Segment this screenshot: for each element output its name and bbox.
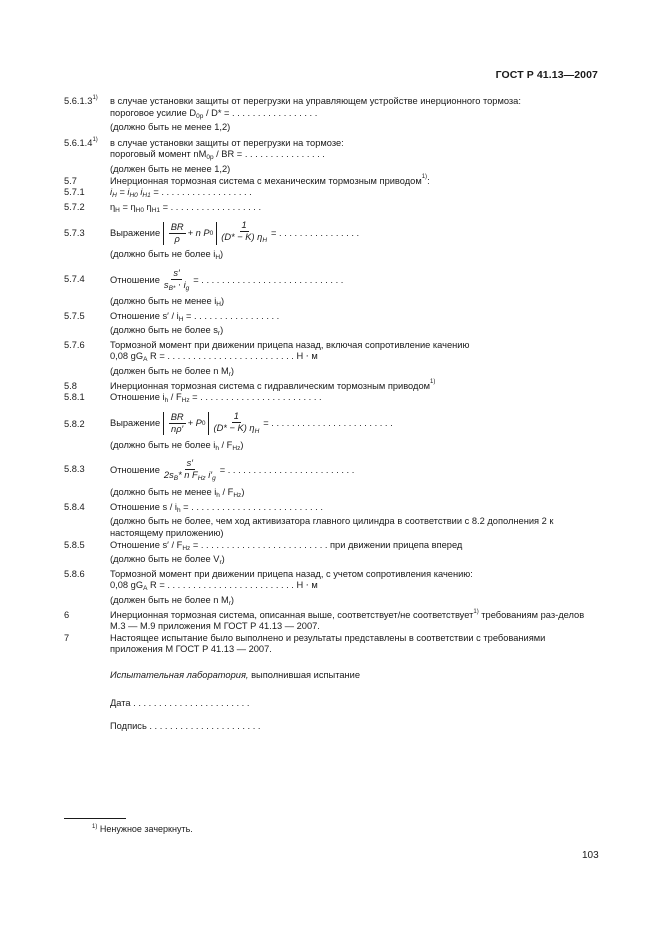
- formula-5-7-3: Выражение $\frac{BR}{\rho}$ + n P 0 $\frac{1}{(D* - K) \eta_H}$ = . . . . . . . . . . . . . . . .: [110, 220, 360, 245]
- item-5-7-1: 5.7.1 $i_H = i_{H0}$ $i_{H1}$ = . . . . . . . . . . . . . . . . . .: [64, 187, 252, 200]
- item-7: 7 Настоящее испытание было выполнено и результаты представлены в соответствии с требованиями приложения М ГОСТ Р 41.13 — 2007.: [64, 632, 546, 655]
- item-5-6-1-4: 5.6.1.4$^{1)}$ в случае установки защиты от перегрузки на тормозе: пороговый момент $nM_{0p}$ / BR = . . . . . . . . . . . . . . . . (должен быть не менее 1,2): [64, 136, 344, 174]
- item-5-8-4: 5.8.4 Отношение s / $i_h$ = . . . . . . . . . . . . . . . . . . . . . . . . . . (должно быть не более, чем ход активизатора главного цилиндра в соответствии с 8.2 дополнения 2 к настоящему приложению): [64, 501, 554, 539]
- item-5-8-5: 5.8.5 Отношение $s' / F_{Hz}$ = . . . . . . . . . . . . . . . . . . . . . . . . . при движении прицепа вперед (должно быть не более $V_r$): [64, 539, 463, 567]
- page-number: 103: [582, 850, 599, 861]
- item-5-7-5: 5.7.5 Отношение $s' / i_H$ = . . . . . . . . . . . . . . . . . (должно быть не более $s_r$): [64, 310, 280, 338]
- item-5-8-2: 5.8.2 Выражение $\frac{BR}{n\rho'}$ + P 0 $\frac{1}{(D* - K) \eta_H}$ = . . . . . . . . . . . . . . . . . . . . . . . . (должно быть не более $i_h / F_{Hz}$): [64, 410, 393, 452]
- item-5-8-3: 5.8.3 Отношение $\frac{s'}{2s_B* n F_{Hz} i'_g}$ = . . . . . . . . . . . . . . . . . . . . . . . . . (должно быть не менее $i_h / F_{Hz}$): [64, 458, 355, 500]
- item-5-7-4: 5.7.4 Отношение $\frac{s'}{s_{B*} \cdot i_g}$ = . . . . . . . . . . . . . . . . . . . . . . . . . . . . (должно быть не менее $i_H$): [64, 267, 344, 308]
- footnote-divider: [64, 818, 126, 819]
- document-code: ГОСТ Р 41.13—2007: [495, 69, 598, 81]
- formula-5-7-4: Отношение $\frac{s'}{s_{B*} \cdot i_g}$ = . . . . . . . . . . . . . . . . . . . . . . . . . . . .: [110, 267, 344, 292]
- formula-5-8-2: Выражение $\frac{BR}{n\rho'}$ + P 0 $\frac{1}{(D* - K) \eta_H}$ = . . . . . . . . . . . . . . . . . . . . . . . .: [110, 410, 393, 435]
- signature-field: Подпись . . . . . . . . . . . . . . . . . . . . . .: [110, 721, 261, 732]
- item-5-8: 5.8 Инерционная тормозная система с гидравлическим тормозным приводом$^{1)}$: [64, 379, 436, 391]
- item-6: 6 Инерционная тормозная система, описанная выше, соответствует/не соответствует$^{1)}$ требованиям раз-делов М.3 — М.9 приложения М ГОСТ Р 41.13 — 2007.: [64, 608, 585, 632]
- item-5-7-2: 5.7.2 $\eta_H = \eta_{H0}$ $\eta_{H1}$ = . . . . . . . . . . . . . . . . . .: [64, 201, 262, 214]
- date-field: Дата . . . . . . . . . . . . . . . . . . . . . . .: [110, 697, 250, 708]
- testing-laboratory-label: Испытательная лаборатория, выполнившая испытание: [110, 670, 361, 680]
- item-5-6-1-3: 5.6.1.3$^{1)}$ в случае установки защиты от перегрузки на управляющем устройстве инерционного тормоза: пороговое усилие $D_{0p} / D*$ = . . . . . . . . . . . . . . . . . (должно быть не менее 1,2): [64, 94, 521, 133]
- document-body: [64, 96, 599, 733]
- item-5-8-6: 5.8.6 Тормозной момент при движении прицепа назад, с учетом сопротивления качению: 0,08 $gG_A$ R = . . . . . . . . . . . . . . . . . . . . . . . . . Н ⋅ м (должен быть не более n $M_r$): [64, 568, 473, 608]
- item-5-8-1: 5.8.1 Отношение $i_h / F_{Hz}$ = . . . . . . . . . . . . . . . . . . . . . . . .: [64, 392, 322, 405]
- item-5-7-3: 5.7.3 Выражение $\frac{BR}{\rho}$ + n P 0 $\frac{1}{(D* - K) \eta_H}$ = . . . . . . . . . . . . . . . . (должно быть не более $i_H$): [64, 220, 360, 262]
- item-5-7: 5.7 Инерционная тормозная система с механическим тормозным приводом$^{1)}$:: [64, 174, 430, 186]
- item-5-7-6: 5.7.6 Тормозной момент при движении прицепа назад, включая сопротивление качению 0,08 $gG_A$ R = . . . . . . . . . . . . . . . . . . . . . . . . . Н ⋅ м (должен быть не более n $M_r$): [64, 339, 470, 378]
- footnote: $^{1)}$ Ненужное зачеркнуть.: [92, 824, 193, 834]
- formula-5-8-3: Отношение $\frac{s'}{2s_B* n F_{Hz} i'_g}$ = . . . . . . . . . . . . . . . . . . . . . . . . .: [110, 458, 355, 483]
